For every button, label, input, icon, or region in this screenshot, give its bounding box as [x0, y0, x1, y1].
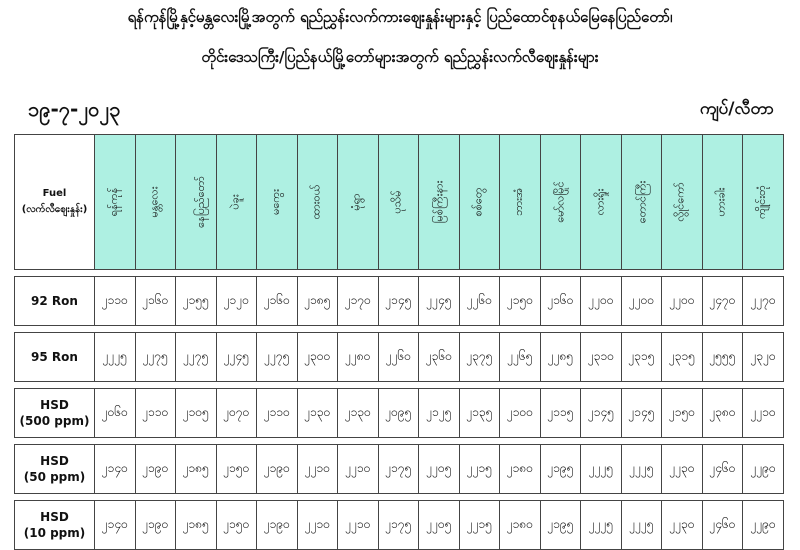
city-name: မြစ်ကြီးနား: [432, 180, 446, 224]
city-column-header: [621, 135, 662, 270]
price-cell: ၂၂၉၀: [743, 445, 784, 494]
city-name: မော်လမြိုင်: [553, 181, 567, 223]
price-cell: ၂၁၁၀: [135, 389, 176, 438]
city-column-header: [662, 135, 703, 270]
city-column-header: [540, 135, 581, 270]
price-cell: ၂၂၇၅: [176, 333, 217, 382]
price-cell: ၂၂၆၀: [378, 333, 419, 382]
price-cell: ၂၁၇၀: [338, 277, 379, 326]
row-spacer: [15, 494, 784, 501]
price-cell: ၂၁၉၀: [257, 445, 298, 494]
city-column-header: [419, 135, 460, 270]
price-cell: ၂၂၀၀: [581, 277, 622, 326]
city-name: နေပြည်တော်: [193, 176, 207, 228]
fuel-price-table: [14, 134, 784, 550]
price-cell: ၂၂၂၅: [581, 501, 622, 550]
fuel-column-header: [15, 135, 95, 270]
price-cell: ၂၁၉၅: [540, 445, 581, 494]
price-cell: ၂၁၆၀: [135, 277, 176, 326]
fuel-type-cell: [15, 501, 95, 550]
fuel-type-cell: [15, 333, 95, 382]
price-cell: ၂၁၇၅: [378, 501, 419, 550]
price-cell: ၂၁၀၅: [176, 389, 217, 438]
price-cell: ၂၂၈၀: [338, 333, 379, 382]
price-cell: ၂၂၁၅: [459, 501, 500, 550]
fuel-type-label: (10 ppm): [23, 526, 86, 540]
spacer-cell: [15, 438, 784, 445]
city-column-header: [257, 135, 298, 270]
price-cell: ၂၄၆၀: [702, 445, 743, 494]
price-cell: ၂၁၇၅: [378, 445, 419, 494]
city-column-header: [297, 135, 338, 270]
price-cell: ၂၁၀၀: [500, 389, 541, 438]
city-column-header: [702, 135, 743, 270]
table-row: [15, 501, 784, 550]
price-cell: ၂၁၃၅: [459, 389, 500, 438]
city-name: စစ်တွေ: [471, 187, 485, 217]
price-cell: ၂၁၉၀: [257, 501, 298, 550]
table-row: [15, 389, 784, 438]
price-cell: ၂၃၇၅: [459, 333, 500, 382]
price-cell: ၂၁၂၅: [419, 389, 460, 438]
city-column-header: [459, 135, 500, 270]
city-column-header: [216, 135, 257, 270]
city-column-header: [135, 135, 176, 270]
price-cell: ၂၂၁၀: [338, 445, 379, 494]
city-name: ထားဝယ်: [309, 184, 323, 220]
city-column-header: [581, 135, 622, 270]
price-cell: ၂၁၅၀: [216, 501, 257, 550]
price-cell: ၂၃၁၀: [581, 333, 622, 382]
city-name: မကွေး: [268, 189, 282, 215]
price-cell: ၂၂၂၅: [621, 501, 662, 550]
city-name: ရန်ကုန်: [106, 187, 120, 217]
table-row: [15, 333, 784, 382]
city-name: ဟားခါး: [714, 187, 728, 217]
city-column-header: [500, 135, 541, 270]
price-cell: ၂၁၄၅: [621, 389, 662, 438]
price-cell: ၂၁၃၀: [297, 389, 338, 438]
price-cell: ၂၁၄၀: [95, 501, 136, 550]
price-cell: ၂၂၀၀: [621, 277, 662, 326]
city-column-header: [743, 135, 784, 270]
price-cell: ၂၂၁၀: [297, 445, 338, 494]
fuel-type-label: HSD: [40, 510, 69, 524]
city-column-header: [378, 135, 419, 270]
price-cell: ၂၁၉၀: [135, 445, 176, 494]
price-cell: ၂၄၆၀: [702, 501, 743, 550]
price-cell: ၂၁၈၅: [176, 501, 217, 550]
price-cell: ၂၄၇၀: [702, 277, 743, 326]
fuel-type-label: 92 Ron: [31, 294, 78, 308]
price-cell: ၂၁၄၀: [95, 445, 136, 494]
fuel-header-line-2: (လက်လီဈေးနှုန်း): [21, 204, 88, 215]
price-cell: ၂၁၆၀: [257, 277, 298, 326]
price-cell: ၂၂၇၅: [257, 333, 298, 382]
price-cell: ၂၁၅၀: [662, 389, 703, 438]
price-cell: ၂၂၄၅: [419, 277, 460, 326]
fuel-type-cell: [15, 389, 95, 438]
spacer-cell: [15, 382, 784, 389]
date-label: ၁၉-၇-၂၀၂၃: [28, 97, 121, 121]
price-cell: ၂၁၉၀: [135, 501, 176, 550]
row-spacer: [15, 438, 784, 445]
price-cell: ၂၂၁၀: [338, 501, 379, 550]
city-name: ဘားအံ: [511, 187, 525, 217]
spacer-cell: [15, 494, 784, 501]
price-cell: ၂၂၉၀: [743, 501, 784, 550]
price-cell: ၂၂၆၀: [459, 277, 500, 326]
table-header-row: [15, 135, 784, 270]
spacer-cell: [15, 326, 784, 333]
price-cell: ၂၁၁၅: [540, 389, 581, 438]
price-cell: ၂၂၆၅: [500, 333, 541, 382]
spacer-cell: [15, 270, 784, 277]
price-cell: ၂၁၅၀: [216, 445, 257, 494]
table-row: [15, 445, 784, 494]
price-cell: ၂၃၀၀: [297, 333, 338, 382]
price-cell: ၂၂၂၅: [581, 445, 622, 494]
table-row: [15, 277, 784, 326]
fuel-type-label: (500 ppm): [19, 414, 90, 428]
price-cell: ၂၁၄၅: [581, 389, 622, 438]
fuel-type-cell: [15, 445, 95, 494]
price-cell: ၂၂၈၅: [540, 333, 581, 382]
city-column-header: [338, 135, 379, 270]
price-cell: ၂၂၁၅: [459, 445, 500, 494]
price-cell: ၂၁၈၀: [500, 501, 541, 550]
price-cell: ၂၂၇၀: [743, 277, 784, 326]
price-cell: ၂၂၃၀: [662, 501, 703, 550]
row-spacer: [15, 326, 784, 333]
title-line-2: တိုင်းဒေသကြီး/ပြည်နယ်မြို့တော်များအတွက် ရည်ညွှန်းလက်လီဈေးနှုန်းများ: [201, 48, 599, 66]
city-name: မန္တလေး: [147, 186, 161, 218]
price-cell: ၂၁၆၀: [540, 277, 581, 326]
price-cell: ၂၂၁၀: [297, 501, 338, 550]
price-cell: ၂၁၈၅: [297, 277, 338, 326]
city-name: လွိုင်ကော်: [673, 182, 687, 222]
price-cell: ၂၃၁၅: [662, 333, 703, 382]
fuel-type-label: HSD: [40, 454, 69, 468]
price-cell: ၂၂၂၅: [95, 333, 136, 382]
city-name: ပဲခူး: [228, 194, 242, 210]
row-spacer: [15, 270, 784, 277]
price-cell: ၂၁၅၀: [500, 277, 541, 326]
city-column-header: [95, 135, 136, 270]
price-cell: ၂၁၄၅: [378, 277, 419, 326]
price-cell: ၂၀၇၀: [216, 389, 257, 438]
price-cell: ၂၂၀၀: [662, 277, 703, 326]
price-cell: ၂၂၀၅: [419, 445, 460, 494]
price-cell: ၂၁၁၀: [95, 277, 136, 326]
city-name: တောင်ကြီး: [635, 180, 649, 224]
city-name: ပုသိမ်: [390, 190, 404, 214]
price-cell: ၂၂၃၀: [662, 445, 703, 494]
city-name: လားရှိုး: [592, 188, 606, 216]
city-name: မုံရွာ: [349, 193, 363, 211]
price-cell: ၂၁၁၀: [257, 389, 298, 438]
price-cell: ၂၂၄၅: [216, 333, 257, 382]
price-cell: ၂၂၂၅: [621, 445, 662, 494]
price-cell: ၂၂၇၅: [135, 333, 176, 382]
price-cell: ၂၀၆၀: [95, 389, 136, 438]
unit-label: ကျပ်/လီတာ: [699, 99, 774, 119]
price-cell: ၂၁၃၀: [338, 389, 379, 438]
price-cell: ၂၂၀၅: [419, 501, 460, 550]
fuel-type-label: (50 ppm): [23, 470, 86, 484]
price-cell: ၂၁၈၀: [500, 445, 541, 494]
price-cell: ၂၁၉၅: [540, 501, 581, 550]
fuel-type-label: HSD: [40, 398, 69, 412]
price-cell: ၂၁၂၀: [216, 277, 257, 326]
fuel-header-line-1: Fuel: [42, 188, 67, 199]
price-cell: ၂၃၂၀: [743, 333, 784, 382]
price-cell: ၂၅၅၅: [702, 333, 743, 382]
row-spacer: [15, 382, 784, 389]
price-cell: ၂၁၈၅: [176, 445, 217, 494]
price-cell: ၂၂၁၀: [743, 389, 784, 438]
fuel-type-label: 95 Ron: [31, 350, 78, 364]
price-cell: ၂၃၆၀: [419, 333, 460, 382]
price-cell: ၂၀၉၅: [378, 389, 419, 438]
price-cell: ၂၃၈၀: [702, 389, 743, 438]
city-column-header: [176, 135, 217, 270]
city-name: ကျိုင်းတုံ: [755, 185, 769, 219]
title-line-1: ရန်ကုန်မြို့နှင့်မန္တလေးမြို့အတွက် ရည်ညွှန်းလက်ကားဈေးနှုန်းများနှင့် ပြည်ထောင်စုနယ်မြေနေပြည်တော်၊: [127, 8, 673, 26]
price-cell: ၂၃၁၅: [621, 333, 662, 382]
fuel-type-cell: [15, 277, 95, 326]
price-cell: ၂၁၅၅: [176, 277, 217, 326]
